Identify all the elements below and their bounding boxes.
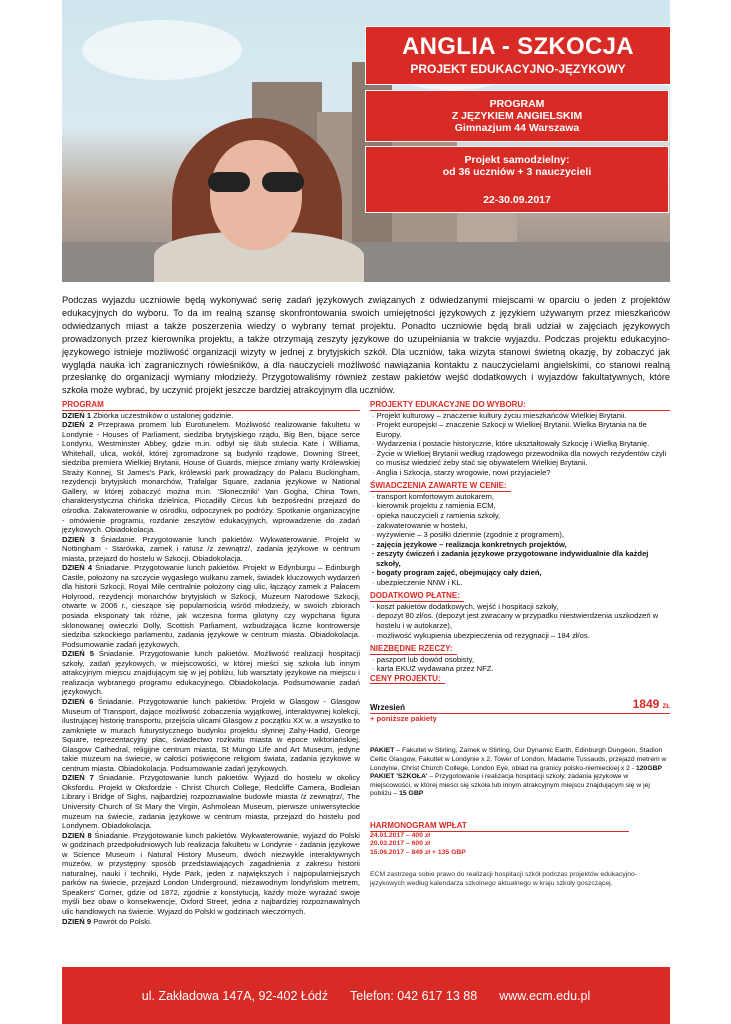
projects-heading: PROJEKTY EDUKACYJNE DO WYBORU: [370,400,670,411]
included-item: · zajęcia językowe – realizacja konkretnych projektów, [372,539,567,549]
day-entry: DZIEŃ 4 Śniadanie. Przygotowanie lunch pakietów. Projekt w Edynburgu – Edinburgh Castle, położony na szczycie wygasłego wulkanu zamek, świadek kluczowych wydarzeń dla historii Szkocji, Royal Mile centralnie położony ciąg ulic, łączący zamek z Pałacem Holyrood, rezydencji monarchów brytyjskich w Szkocji, Muzeum Narodowe Szkocji, otwarte w 2006 r., cieszące się popularnością wśród młodzieży, w swoich zbiorach posiada eksponaty tak różne, jak wczesna forma gilotyny czy wypchana figura sklonowanej owieczki Dolly, Scottish Parliament, wzbudzająca liczne kontrowersje siedziba szkockiego parlamentu, zadania językowe w centrum miasta. Obiadokolacja. Podsumowanie zadań językowych. [62,563,360,649]
included-item: · zeszyty ćwiczeń i zadania językowe przygotowane indywidualnie dla każdej szkoły, [372,549,649,568]
extra-heading: DODATKOWO PŁATNE: [370,591,464,602]
schedule-row: 24.01.2017 – 400 zł [370,831,431,839]
schedule-heading: HARMONOGRAM WPŁAT [370,821,629,832]
page-title: ANGLIA - SZKOCJA [402,33,634,60]
day-entry: DZIEŃ 7 Śniadanie. Przygotowanie lunch pakietów. Wyjazd do hostelu w okolicy Oksfordu. Projekt w Oksfordzie - Christ Church College, Redcliffe Camera, Bodleian Library i Bridge of Sighs, najbardziej rozpoznawalne budowle miasta /z zewnątrz/, The University Church of St Mary the Virgin, Ashmolean Museum, pierwsze uniwersyteckie muzeum na świecie, zadania językowe w centrum miasta, przejazd do hostelu pod Londynem. Obiadokolacja. [62,773,360,831]
price-row [370,697,670,714]
included-item: · zakwaterowanie w hostelu, [372,520,468,530]
day-entry: DZIEŃ 8 Śniadanie. Przygotowanie lunch pakietów. Wykwaterowanie, wyjazd do Polski w godzinach przedpołudniowych lub realizacja fakultetu w Londynie - zadania językowe w Science Museum i Natural History Museum, dwóch niezwykle interaktywnych muzeów, w przystępny sposób przedstawiających zagadnienia z zakresu historii naturalnej, nauki i techniki, Hyde Park, jeden z największych i najpopularniejszych parków na świecie, przejazd London Underground, niezawodnym londyńskim metrem, Speakers' Corner, gdzie od 1872, zgodnie z konstytucją, każdy może wyrażać swoje myśli bez obaw o konsekwencje, Oxford Street, jedna z najbardziej rozpoznawalnych ulic handlowych na świecie. Wyjazd do Polski w godzinach wieczornych. [62,830,360,916]
price-label: Wrzesień [370,703,405,713]
package-school: PAKIET 'SZKOŁA' – Przygotowanie i realizacja hospitacji szkoły, zadania językowe w miejscowości, w której mieści się szkoła lub innym atrakcyjnym miejscu znajdującym się w jej pobliżu – 15 GBP [370,773,650,798]
project-line: Projekt samodzielny: [464,154,570,166]
day-entry: DZIEŃ 3 Śniadanie. Przygotowanie lunch pakietów. Wykwaterowanie. Projekt w Nottingham - Starówka, zamek i ratusz /z zewnątrz/, zadania językowe w centrum miasta, przejazd do hostelu w Szkocji. Obiadokolacja. [62,534,360,563]
project-item: · Projekt kulturowy – znaczenie kultury życiu mieszkańców Wielkiej Brytanii. [372,410,627,420]
required-heading: NIEZBĘDNE RZECZY: [370,644,457,655]
price-note: + poniższe pakiety [370,713,437,723]
disclaimer: ECM zastrzega sobie prawo do realizacji hospitacji szkół podczas projektów edukacyjno-językowych według kalendarza szkolnego aktualnego w kraju szkoły goszczącej. [370,871,638,887]
school-name: Gimnazjum 44 Warszawa [454,122,580,134]
included-item: · kierownik projektu z ramienia ECM, [372,501,496,511]
required-item: · karta EKUZ wydawana przez NFZ. [372,664,494,674]
footer-address: ul. Zakładowa 147A, 92-402 Łódź [141,988,329,1003]
included-item: · bogaty program zajęć, obejmujący cały dzień, [372,568,542,578]
title-box [365,26,671,85]
extra-item: · depozyt 80 zł/os. (depozyt jest zwracany w przypadku niestwierdzenia uszkodzeń w hostelu i w autokarze), [372,611,659,631]
included-item: · wyżywienie – 3 posiłki dziennie (zgodnie z programem), [372,530,565,540]
day-entry: DZIEŃ 6 Śniadanie. Przygotowanie lunch pakietów. Projekt w Glasgow - Glasgow Museum of Transport, dające możliwość zobaczenia wyjątkowej, interaktywnej kolekcji, ilustrującej historię transportu, przejścia ulicami Glasgow z początku XX w. a wszystko to zamknięte w murach futurystycznego budynku projektu słynnej Zahy-Hadid, George Square, reprezentacyjny plac, świadectwo rozkwitu miasta w epoce wiktoriańskiej, Glasgow Cathedral, religijne centrum miasta, St Mungo Life and Art Museum, jedyne takie muzeum na świecie, w całości poświęcone religiom świata, zadania językowe w centrum miasta. Obiadokolacja. Podsumowanie zadań językowych. [62,696,360,773]
day-entry: DZIEŃ 5 Śniadanie. Przygotowanie lunch pakietów. Możliwość realizacji hospitacji szkoły, zadań językowych, w miejscowości, w której mieści się szkoła lub innym atrakcyjnym miejscu znajdującym się w jej pobliżu, lub warsztaty językowe na miejscu i realizacja wybranego programu edukacyjnego. Obiadokolacja. Podsumowanie zadań językowych. [62,649,360,697]
day-entry: DZIEŃ 1 Zbiórka uczestników o ustalonej godzinie. [62,410,234,420]
project-item: · Anglia i Szkocja, starzy wrogowie, nowi przyjaciele? [372,467,551,477]
trip-dates: 22-30.09.2017 [483,194,551,206]
prices-heading: CENY PROJEKTU: [370,674,445,685]
program-line: Z JĘZYKIEM ANGIELSKIM [451,110,583,122]
info-column [370,400,670,888]
project-item: · Życie w Wielkiej Brytanii według rządowego przewodnika dla nowych rezydentów czyli co musisz wiedzieć żeby stać się obywatelem Wielkiej Brytanii. [372,448,667,468]
schedule-row: 20.03.2017 – 600 zł [370,840,431,848]
page-subtitle: PROJEKT EDUKACYJNO-JĘZYKOWY [410,62,626,76]
included-heading: ŚWIADCZENIA ZAWARTE W CENIE: [370,481,511,492]
included-item: · opieka nauczycieli z ramienia szkoły, [372,511,501,521]
included-item: · transport komfortowym autokarem, [372,491,494,501]
program-heading: PROGRAM [62,400,360,411]
program-box [365,90,669,142]
price-value: 1849 ZŁ [632,697,670,712]
day-entry: DZIEŃ 2 Przeprawa promem lub Eurotunelem. Możliwość realizowanie fakultetu w Londynie - Houses of Parliament, siedziba brytyjskiego rządu, Big Ben, bijące serce Londynu, Westminster Abbey, gdzie m.in. odbył się ślub stulecia Kate i Williama, Whitehall, ulica, wokół, której zgromadzone są budynki rządowe, Downing Street, siedziba premiera Wielkiej Brytanii, House of Guards, miejsce zmiany warty Królewskiej Straży Konnej, St James's Park, królewski park prowadzący do Pałacu Buckingham, rezydencji brytyjskich monarchów, Trafalgar Square, zadania językowe w National Gallery, w której zobaczyć można m.in. 'Słoneczniki' Van Gogha, China Town, charakterystyczna chińska dzielnica, Piccadilly Circus lub bezpośredni przejazd do ośrodka. Zakwaterowanie w ośrodku, odpoczynek po podróży. Spotkanie organizacyjne - omówienie programu, rozdanie zeszytów edukacyjnych, wprowadzenie do zadań językowych. Obiadokolacja. [62,420,360,535]
day-entry: DZIEŃ 9 Powrót do Polski. [62,916,152,926]
project-item: · Projekt europejski – znaczenie Szkocji w Wielkiej Brytanii. Wielka Brytania na tle Europy. [372,420,647,439]
project-line: od 36 uczniów + 3 nauczycieli [442,166,592,178]
intro-paragraph: Podczas wyjazdu uczniowie będą wykonywać serię zadań językowych związanych z odwiedzanymi miejscami w oparciu o jeden z projektów edukacyjnych do wyboru. To da im realną szansę skonfrontowania swoich umiejętności językowych z językiem używanym przez mieszkańców odwiedzanych miast a także poszerzenia wiedzy o wybrany temat projektu. Ponadto uczniowie będą brali udział w zajęciach językowych prowadzonych przez kierownika projektu, a także otrzymają zeszyty językowe do uzupełniania w trakcie wyjazdu. Podczas projektu edukacyjno-językowego istnieje możliwość organizacji wizyty w jednej z brytyjskich szkół. Dla uczniów, taka wizyta stanowi świetną okazję, by zobaczyć jak wygląda nauka ich zagranicznych rówieśników, a dla nauczycieli możliwość nawiązania kontaktu z nauczycielami angielskimi, co stanowi realną przesłankę do organizacji wymiany młodzieży. Przygotowaliśmy również zestaw pakietów wejść dodatkowych i wyjazdów fakultatywnych, które szkoła może wybrać, by uczynić projekt jeszcze bardziej atrakcyjnym dla uczniów. [62,295,670,396]
footer-phone: Telefon: 042 617 13 88 [350,988,478,1003]
footer-bar [62,967,670,1024]
footer-website[interactable]: www.ecm.edu.pl [499,988,591,1003]
program-line: PROGRAM [489,98,545,110]
project-item: · Wydarzenia i postacie historyczne, które ukształtowały Szkocję i Wielką Brytanię. [372,439,650,449]
required-item: · paszport lub dowód osobisty, [372,654,475,664]
project-box [365,146,669,213]
program-column [62,400,360,926]
extra-item: · możliwość wykupienia ubezpieczenia od rezygnacji – 184 zł/os. [372,630,590,640]
package-main: PAKIET – Fakultet w Stirling, Zamek w Stirling, Our Dynamic Earth, Edinburgh Dungeon, Stadion Celtic Glasgow, Fakultet w Londynie x 2, Tower of London, Madame Tussauds, przejazd metrem w Londynie, Christ Church College, London Eye, obiad na granicy polsko-niemieckiej x 2 - 120GBP [370,747,667,772]
included-item: · ubezpieczenie NNW i KL. [372,577,463,587]
schedule-row: 15.06.2017 – 849 zł + 135 GBP [370,848,466,856]
extra-item: · koszt pakietów dodatkowych, wejść i hospitacji szkoły, [372,601,559,611]
